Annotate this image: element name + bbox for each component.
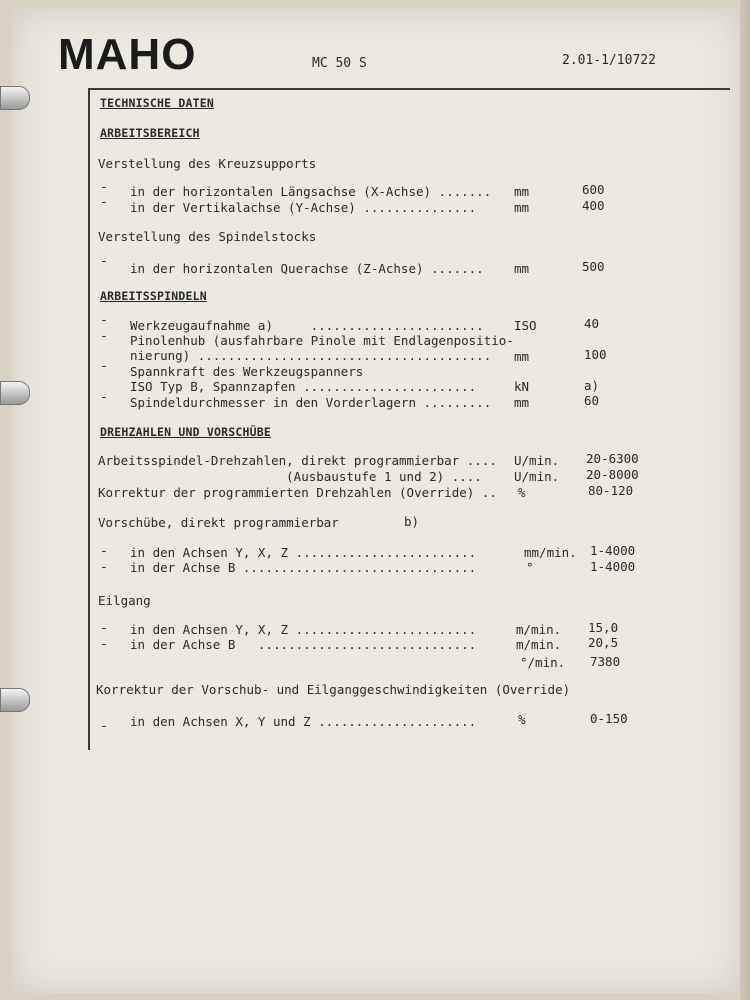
row-label: in den Achsen Y, X, Z ........................	[130, 622, 477, 637]
row-value: 0-150	[590, 711, 628, 726]
row-value: 40	[584, 316, 600, 331]
row-value: 15,0	[588, 620, 619, 635]
row-value: a)	[584, 378, 600, 393]
row-label: (Ausbaustufe 1 und 2) ....	[98, 469, 482, 484]
section-heading-drehzahlen: DREHZAHLEN UND VORSCHÜBE	[100, 425, 271, 439]
row-unit: %	[518, 712, 526, 727]
row-value: 20,5	[588, 635, 619, 650]
section-heading-arbeitsspindeln: ARBEITSSPINDELN	[100, 289, 207, 303]
footnote-marker: b)	[404, 514, 420, 529]
page-title: TECHNISCHE DATEN	[100, 96, 214, 110]
row-label: Korrektur der programmierten Drehzahlen (Override) ..	[98, 485, 497, 500]
section-heading-arbeitsbereich: ARBEITSBEREICH	[100, 126, 200, 140]
row-unit: mm	[514, 261, 530, 276]
row-unit: mm	[514, 349, 530, 364]
company-logo: MAHO	[58, 30, 197, 79]
row-dash: -	[100, 359, 108, 374]
row-label: Spindeldurchmesser in den Vorderlagern .........	[130, 395, 492, 410]
row-label: in der Achse B .............................	[130, 637, 477, 652]
row-unit: °/min.	[520, 655, 566, 670]
row-value: 100	[584, 347, 607, 362]
row-value: 20-8000	[586, 467, 639, 482]
row-value: 500	[582, 259, 605, 274]
row-dash: -	[100, 560, 108, 575]
row-value: 600	[582, 182, 605, 197]
row-unit: m/min.	[516, 622, 562, 637]
row-label: in der horizontalen Längsachse (X-Achse) .......	[130, 184, 492, 199]
group-title-eilgang: Eilgang	[98, 593, 151, 608]
row-value: 400	[582, 198, 605, 213]
row-value: 1-4000	[590, 559, 636, 574]
model-number: MC 50 S	[312, 56, 367, 71]
row-unit: °	[526, 560, 534, 575]
row-unit: mm/min.	[524, 545, 577, 560]
group-title-override: Korrektur der Vorschub- und Eilganggeschwindigkeiten (Override)	[96, 682, 571, 697]
group-title-kreuzsupport: Verstellung des Kreuzsupports	[98, 156, 317, 171]
row-dash: -	[100, 329, 108, 344]
row-label: in der Vertikalachse (Y-Achse) ...............	[130, 200, 477, 215]
row-dash: -	[100, 195, 108, 210]
row-unit: ISO	[514, 318, 537, 333]
row-dash: -	[100, 621, 108, 636]
row-dash: -	[100, 544, 108, 559]
row-unit: mm	[514, 395, 530, 410]
row-unit: U/min.	[514, 453, 560, 468]
row-label: Werkzeugaufnahme a) .......................	[130, 318, 484, 333]
row-unit: mm	[514, 200, 530, 215]
binder-ring	[0, 86, 30, 110]
group-title-spindelstock: Verstellung des Spindelstocks	[98, 229, 317, 244]
row-unit: U/min.	[514, 469, 560, 484]
row-dash: -	[100, 719, 108, 734]
row-value: 1-4000	[590, 543, 636, 558]
row-label: ISO Typ B, Spannzapfen .......................	[130, 379, 477, 394]
binder-ring	[0, 381, 30, 405]
row-dash: -	[100, 637, 108, 652]
row-label: Arbeitsspindel-Drehzahlen, direkt programmierbar ....	[98, 453, 497, 468]
document-number: 2.01-1/10722	[562, 53, 656, 68]
row-unit: %	[518, 485, 526, 500]
row-value: 7380	[590, 654, 621, 669]
row-value: 60	[584, 393, 600, 408]
row-value: 80-120	[588, 483, 634, 498]
row-unit: kN	[514, 379, 530, 394]
row-label: Pinolenhub (ausfahrbare Pinole mit Endlagenpositio-	[130, 333, 514, 348]
row-unit: mm	[514, 184, 530, 199]
row-dash: -	[100, 254, 108, 269]
row-unit: m/min.	[516, 637, 562, 652]
row-dash: -	[100, 390, 108, 405]
row-label: in den Achsen X, Y und Z .....................	[130, 714, 477, 729]
group-title-vorschuebe: Vorschübe, direkt programmierbar	[98, 515, 339, 530]
row-label: nierung) .......................................	[130, 348, 492, 363]
row-label: Spannkraft des Werkzeugspanners	[130, 364, 364, 379]
row-value: 20-6300	[586, 451, 639, 466]
row-label: in den Achsen Y, X, Z ........................	[130, 545, 477, 560]
row-label: in der horizontalen Querachse (Z-Achse) .......	[130, 261, 484, 276]
page-edge	[740, 0, 750, 1000]
binder-ring	[0, 688, 30, 712]
row-dash: -	[100, 313, 108, 328]
row-dash: -	[100, 180, 108, 195]
row-label: in der Achse B ...............................	[130, 560, 477, 575]
